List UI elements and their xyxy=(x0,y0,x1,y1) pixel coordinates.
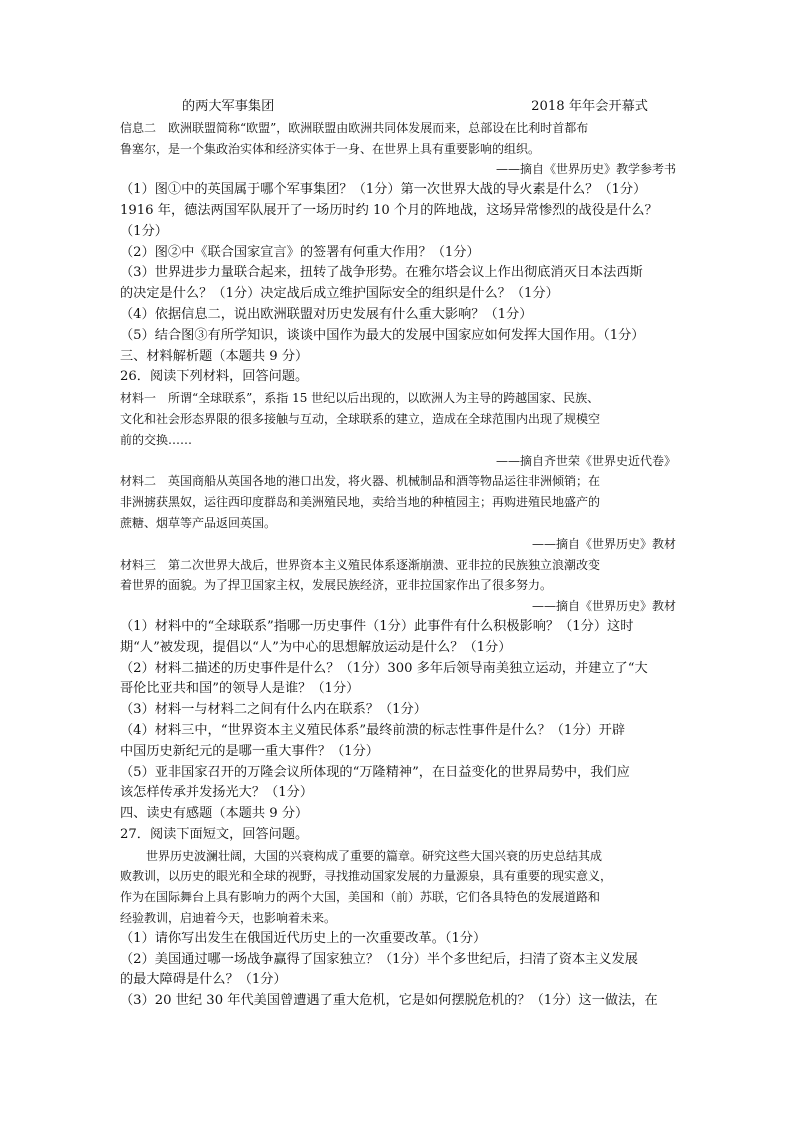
text-line: （4）材料三中，“世界资本主义殖民体系”最终前溃的标志性事件是什么？（1分）开辟 xyxy=(120,722,626,738)
text-line: 文化和社会形态界限的很多接触与互动，全球联系的建立，造成在全球范围内出现了规模空 xyxy=(120,411,601,426)
text-line: 鲁塞尔，是一个集政治实体和经济实体于一身、在世界上具有重要影响的组织。 xyxy=(120,141,541,156)
text-line: （3）世界进步力量联合起来，扭转了战争形势。在雅尔塔会议上作出彻底消灭日本法西斯 xyxy=(120,265,643,281)
text-line: 中国历史新纪元的是哪一重大事件？（1分） xyxy=(120,743,379,759)
text-line: 的决定是什么？（1分）决定战后成立维护国际安全的组织是什么？（1分） xyxy=(120,286,559,302)
text-line: 该怎样传承并发扬光大？（1分） xyxy=(120,785,314,801)
text-line: 期“人”被发现，提倡以“人”为中心的思想解放运动是什么？（1分） xyxy=(120,639,512,655)
header-line xyxy=(120,97,676,118)
text-line: （1分） xyxy=(120,223,168,239)
text-line: 1916 年，德法两国军队展开了一场历时约 10 个月的阵地战，这场异常惨烈的战役是什么？ xyxy=(120,202,658,218)
text-line: （1）图①中的英国属于哪个军事集团？（1分）第一次世界大战的导火素是什么？（1分） xyxy=(120,182,647,198)
text-line: （4）依据信息二，说出欧洲联盟对历史发展有什么重大影响？（1分） xyxy=(120,306,533,322)
document-page xyxy=(120,97,676,1012)
text-line: ——摘自《世界历史》教材 xyxy=(531,536,676,551)
text-line: 前的交换…… xyxy=(120,432,193,447)
text-line: 材料二 英国商船从英国各地的港口出发，将火器、机械制品和酒等物品运往非洲倾销；在 xyxy=(120,474,601,489)
text-line: 26．阅读下列材料，回答问题。 xyxy=(120,369,309,385)
text-line: 蔗糖、烟草等产品返回英国。 xyxy=(120,515,277,530)
text-line: 哥伦比亚共和国”的领导人是谁？（1分） xyxy=(120,681,360,697)
text-line: （1）材料中的“全球联系”指哪一历史事件（1分）此事件有什么积极影响？（1分）这时 xyxy=(120,618,634,634)
text-line: （5）结合图③有所学知识，谈谈中国作为最大的发展中国家应如何发挥大国作用。（1分） xyxy=(120,327,645,343)
document-body xyxy=(120,118,676,1012)
header-right-text: 2018 年年会开幕式 xyxy=(531,99,648,114)
text-line: 信息二 欧洲联盟简称“欧盟”，欧洲联盟由欧洲共同体发展而来，总部设在比利时首都布 xyxy=(120,120,589,135)
text-line: 材料三 第二次世界大战后，世界资本主义殖民体系逐渐崩溃、亚非拉的民族独立浪潮改变 xyxy=(120,557,601,572)
text-line: 非洲掳获黑奴，运往西印度群岛和美洲殖民地，卖给当地的种植园主；再购进殖民地盛产的 xyxy=(120,495,601,510)
text-line: （2）图②中《联合国家宣言》的签署有何重大作用？（1分） xyxy=(120,244,480,260)
text-line: （3）20 世纪 30 年代美国曾遭遇了重大危机，它是如何摆脱危机的？（1分）这一做法，在 xyxy=(120,993,658,1009)
text-line: （1）请你写出发生在俄国近代历史上的一次重要改革。（1分） xyxy=(120,930,487,946)
text-line: （3）材料一与材料二之间有什么内在联系？（1分） xyxy=(120,702,427,718)
text-line: 着世界的面貌。为了捍卫国家主权，发展民族经济，亚非拉国家作出了很多努力。 xyxy=(120,578,553,593)
text-line: （2）美国通过哪一场战争赢得了国家独立？（1分）半个多世纪后，扫清了资本主义发展 xyxy=(120,951,638,967)
text-line: 的最大障碍是什么？（1分） xyxy=(120,972,287,988)
text-line: 三、材料解析题（本题共 9 分） xyxy=(120,348,309,364)
text-line: 材料一 所谓“全球联系”，系指 15 世纪以后出现的，以欧洲人为主导的跨越国家、民族、 xyxy=(120,391,600,406)
header-left-text: 的两大军事集团 xyxy=(182,99,275,114)
text-line: ——摘自《世界历史》教材 xyxy=(531,599,676,614)
text-line: （5）亚非国家召开的万隆会议所体现的“万隆精神”，在日益变化的世界局势中，我们应 xyxy=(120,764,630,780)
text-line: 作为在国际舞台上具有影响力的两个大国，美国和（前）苏联，它们各具特色的发展道路和 xyxy=(120,890,601,905)
text-line: 经验教训，启迪着今天，也影响着未来。 xyxy=(120,911,337,926)
text-line: ——摘自齐世荣《世界史近代卷》 xyxy=(495,453,676,468)
text-line: 四、读史有感题（本题共 9 分） xyxy=(120,806,309,822)
text-line: （2）材料二描述的历史事件是什么？（1分）300 多年后领导南美独立运动，并建立了“大 xyxy=(120,660,648,676)
text-line: ——摘自《世界历史》教学参考书 xyxy=(495,162,676,177)
text-line: 27．阅读下面短文，回答问题。 xyxy=(120,826,309,842)
text-line: 败教训，以历史的眼光和全球的视野，寻找推动国家发展的力量源泉，具有重要的现实意义， xyxy=(120,869,613,884)
text-line: 世界历史波澜壮阔，大国的兴衰构成了重要的篇章。研究这些大国兴衰的历史总结其成 xyxy=(146,848,603,863)
